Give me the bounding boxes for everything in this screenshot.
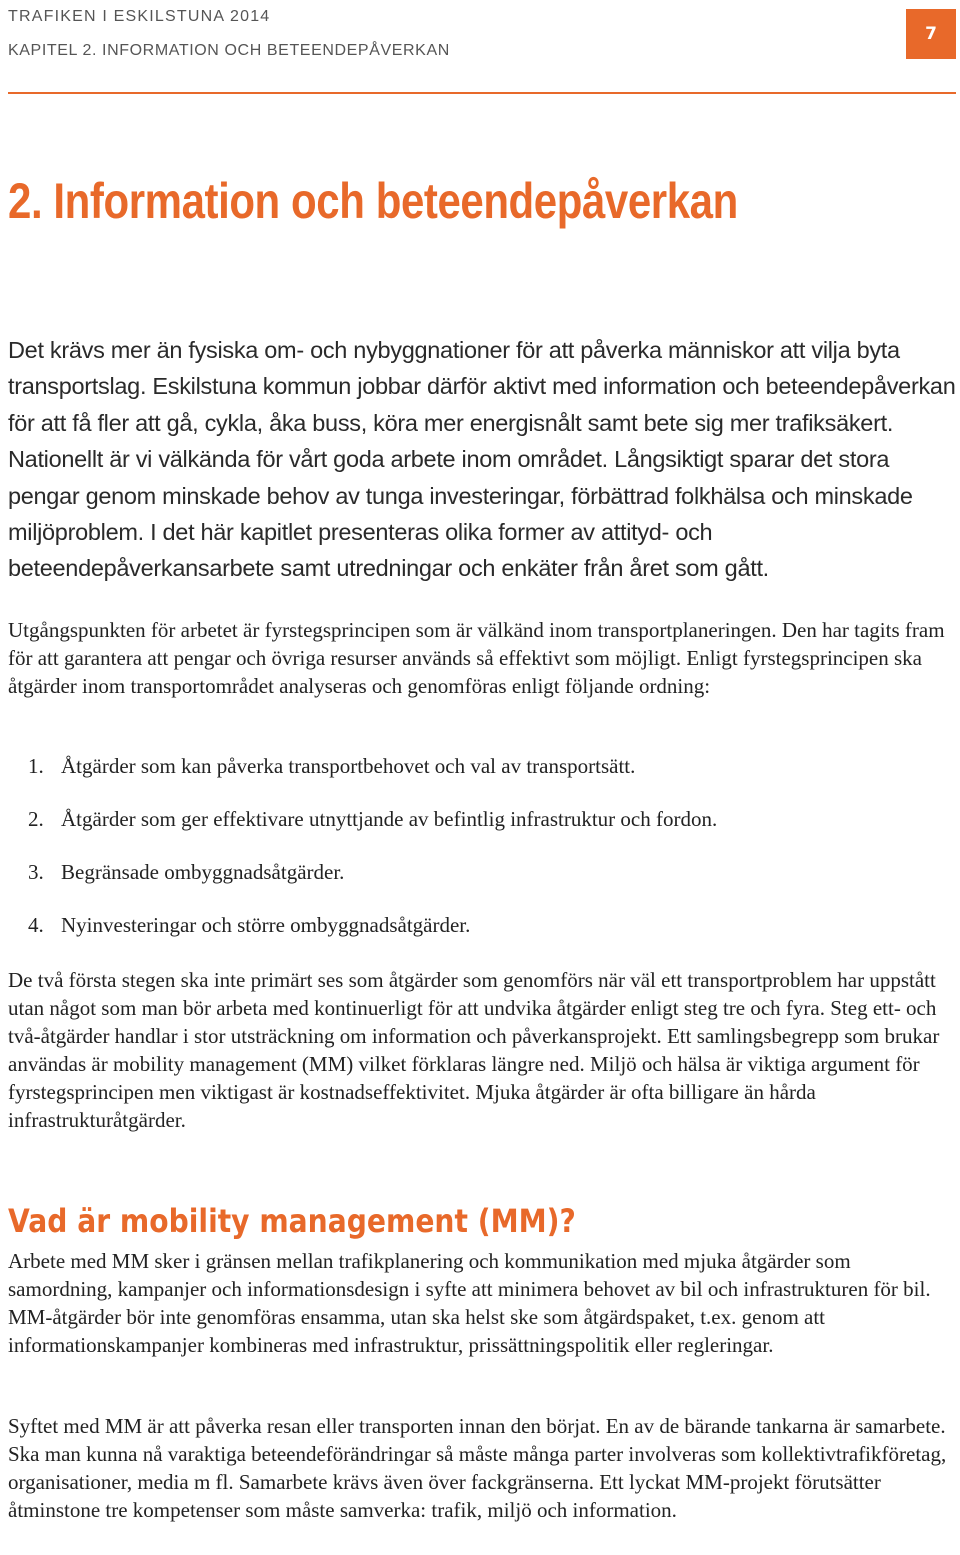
paragraph-mm-definition: Arbete med MM sker i gränsen mellan trafikplanering och kommunikation med mjuka åtgärder som samordning, kampanjer och informationsdesign i syfte att minimera behovet av bil och infrastrukturen för bil. MM-åtgärder bör inte genomföras ensamma, utan ska helst ske som åtgärdspaket, t.ex. genom att informationskampanjer kombineras med infrastruktur, prissättningspolitik eller regleringar. [8,1249,931,1357]
list-item [28,858,948,911]
list-item-number: 3. [28,860,44,884]
intro-paragraph: Det krävs mer än fysiska om- och nybyggnationer för att påverka människor att vilja byta transportslag. Eskilstuna kommun jobbar därför aktivt med information och beteendepåverkan för att få fler att gå, cykla, åka buss, köra mer energisnålt samt bete sig mer trafiksäkert. Nationellt är vi välkända för vårt goda arbete inom området. Långsiktigt sparar det stora pengar genom minskade behov av tunga investeringar, förbättrad folkhälsa och minskade miljöproblem. I det här kapitlet presenteras olika former av attityd- och beteendepåverkansarbete samt utredningar och enkäter från året som gått. [8,337,956,582]
paragraph-first-steps: De två första stegen ska inte primärt ses som åtgärder som genomförs när väl ett transportproblem har uppstått utan något som man bör arbeta med kontinuerligt för att undvika åtgärder enligt steg tre och fyra. Steg ett- och två-åtgärder handlar i stor utsträckning om information och påverkansprojekt. Ett samlingsbegrepp som brukar användas är mobility management (MM) vilket förklaras längre ned. Miljö och hälsa är viktiga argument för fyrstegsprincipen men viktigast är kostnadseffektivitet. Mjuka åtgärder är ofta billigare än hårda infrastrukturåtgärder. [8,968,940,1132]
chapter-label: KAPITEL 2. INFORMATION OCH BETEENDEPÅVERKAN [8,42,450,59]
list-item-number: 2. [28,807,44,831]
page-number-badge: 7 [906,9,956,59]
list-item-text: Nyinvesteringar och större ombyggnadsåtgärder. [61,913,471,937]
paragraph-mm-purpose: Syftet med MM är att påverka resan eller transporten innan den börjat. En av de bärande tankarna är samarbete. Ska man kunna nå varaktiga beteendeförändringar så måste många parter involveras som kollektivtrafikföretag, organisationer, media m fl. Samarbete krävs även över fackgränserna. Ett lyckat MM-projekt förutsätter åtminstone tre kompetenser som måste samverka: trafik, miljö och information. [8,1414,947,1522]
list-item [28,752,948,805]
header-divider [8,92,956,94]
paragraph-four-step-principle: Utgångspunkten för arbetet är fyrstegsprincipen som är välkänd inom transportplaneringen. Den har tagits fram för att garantera att pengar och övriga resurser används så effektivt som möjligt. Enligt fyrstegsprincipen ska åtgärder inom transportområdet analyseras och genomföras enligt följande ordning: [8,618,945,698]
publication-title: TRAFIKEN I ESKILSTUNA 2014 [8,8,271,25]
list-item [28,911,948,964]
list-item-text: Åtgärder som ger effektivare utnyttjande av befintlig infrastruktur och fordon. [61,807,718,831]
list-item [28,805,948,858]
running-header [8,8,956,94]
chapter-title: 2. Information och beteendepåverkan [8,173,738,229]
four-step-list [28,752,948,964]
section-heading: Vad är mobility management (MM)? [8,1202,576,1240]
list-item-number: 1. [28,754,44,778]
list-item-text: Åtgärder som kan påverka transportbehovet och val av transportsätt. [61,754,636,778]
list-item-text: Begränsade ombyggnadsåtgärder. [61,860,345,884]
list-item-number: 4. [28,913,44,937]
